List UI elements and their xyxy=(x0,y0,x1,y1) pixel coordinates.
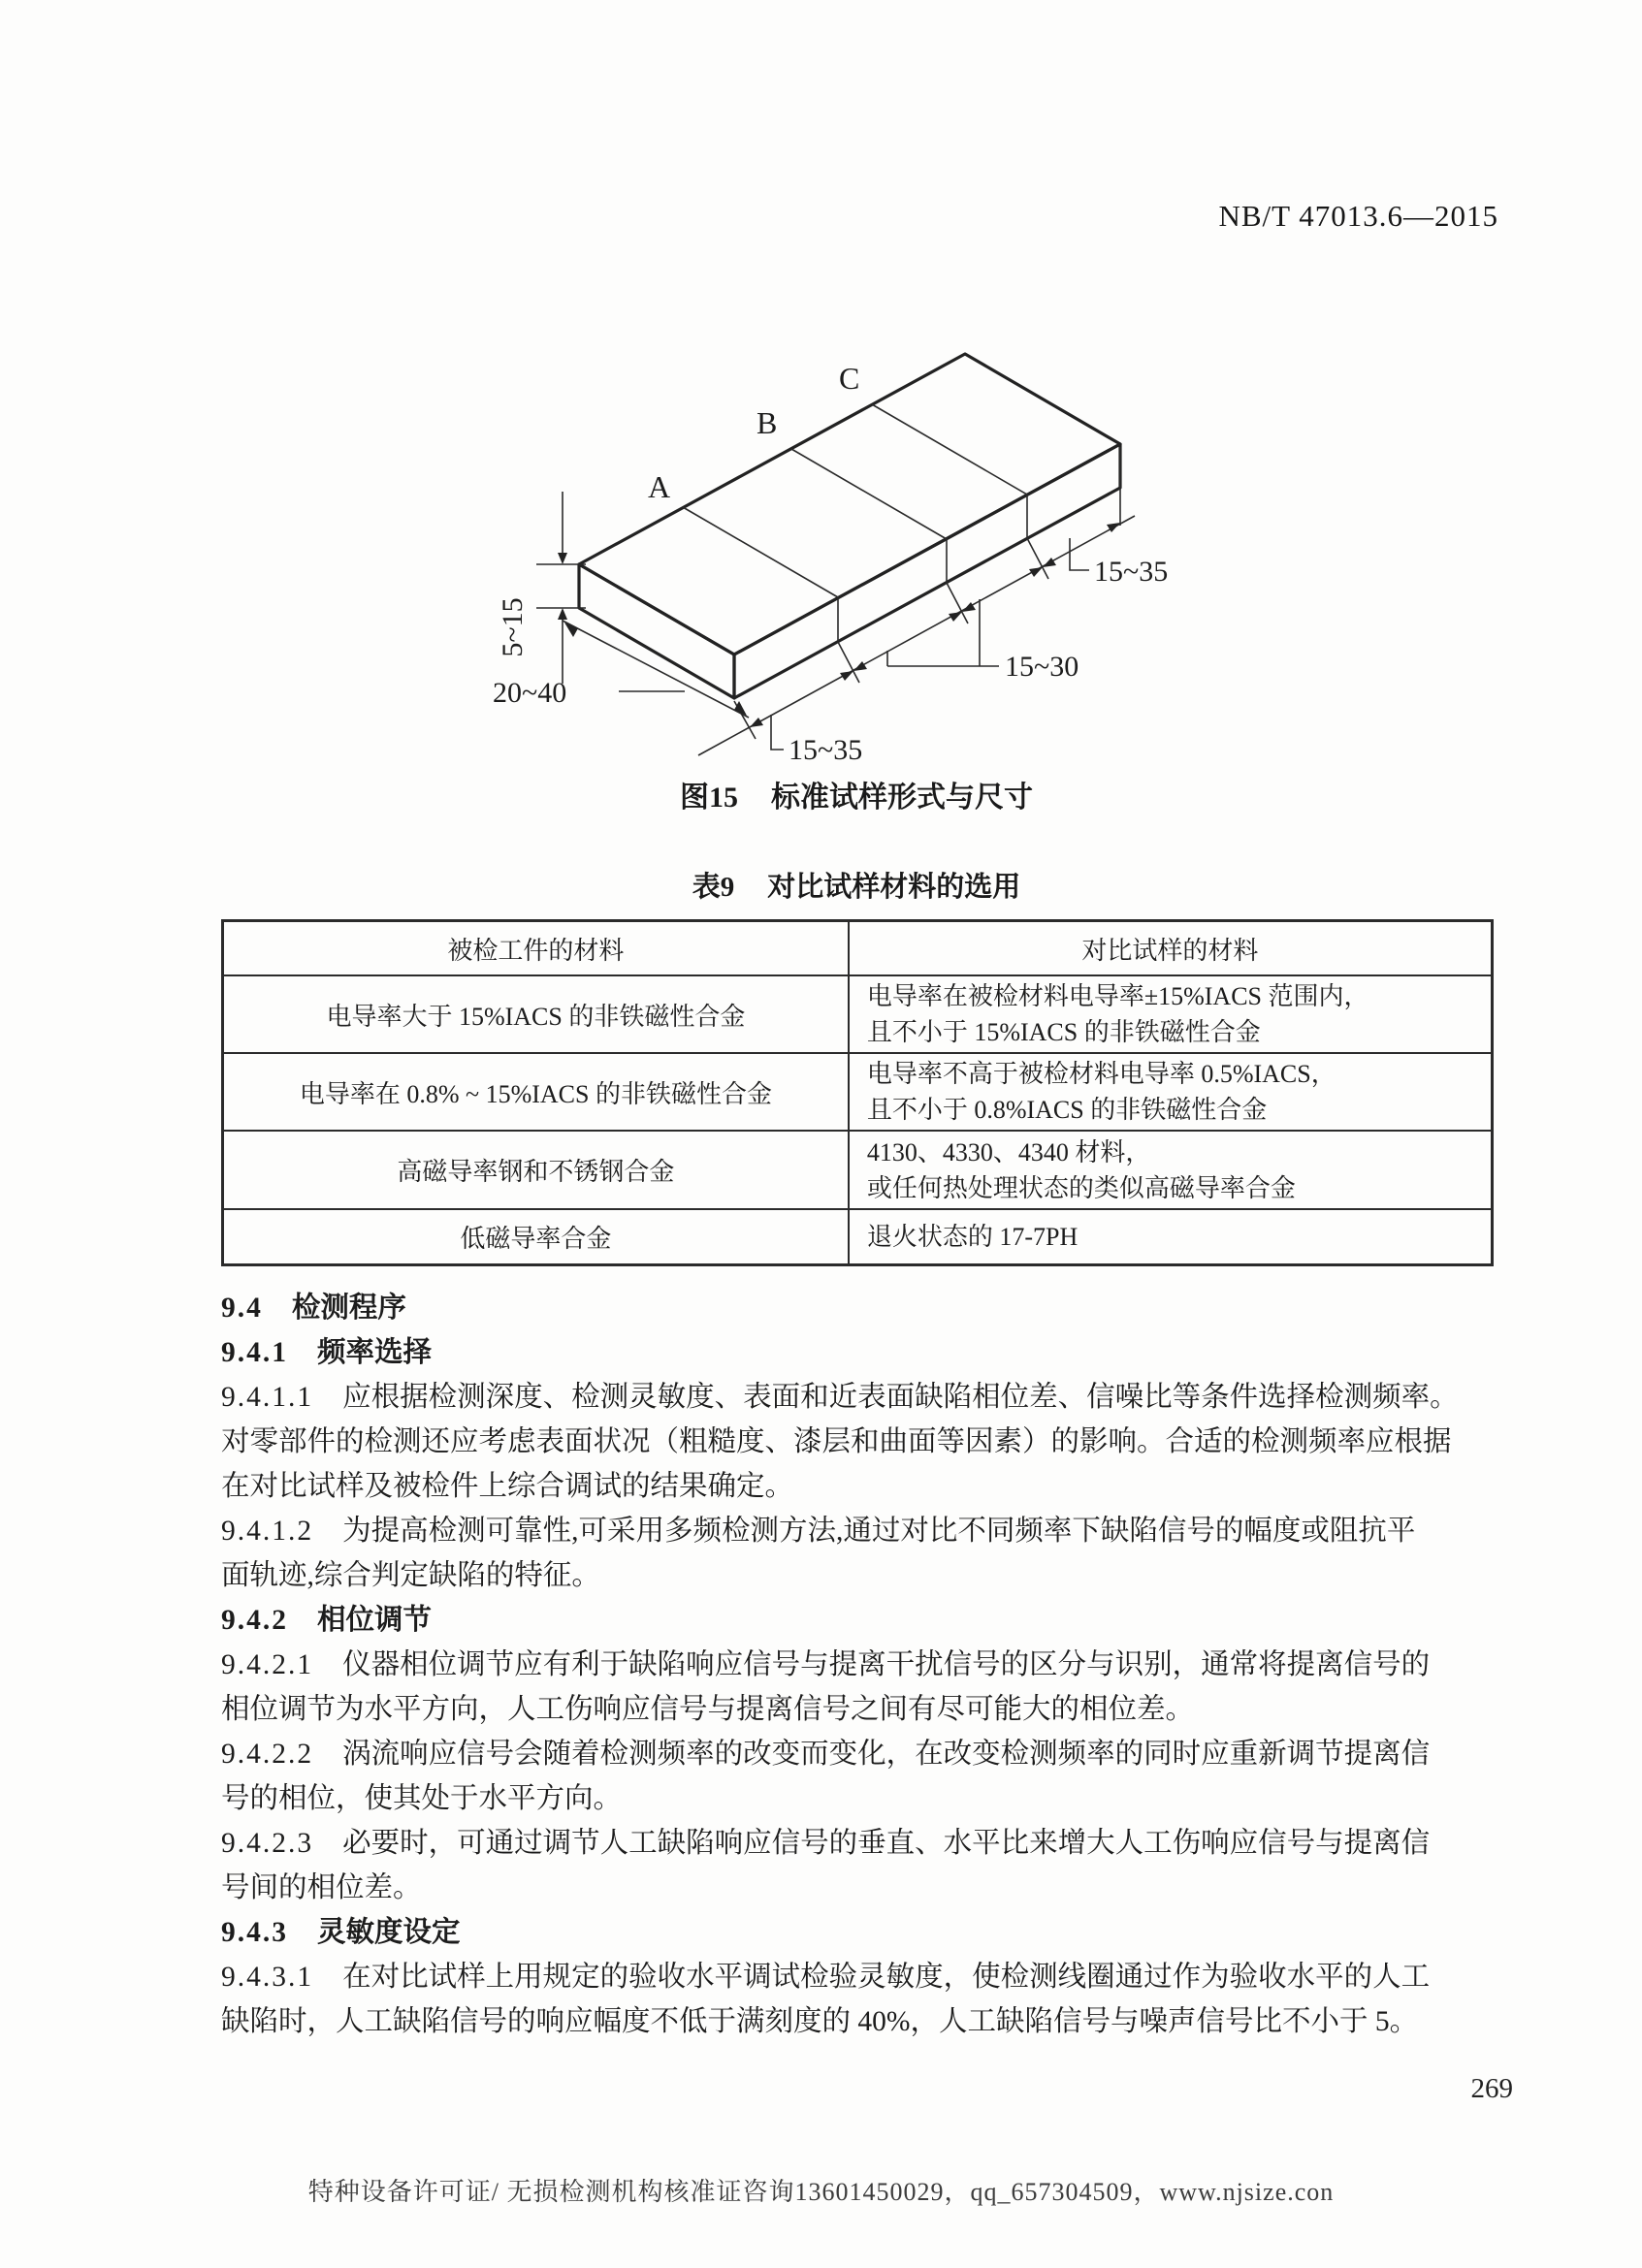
heading-text: 频率选择 xyxy=(317,1337,433,1368)
specimen-top-face xyxy=(579,354,1120,655)
section-heading-9.4.2 xyxy=(221,1598,1511,1643)
clause-text: 在对比试样上用规定的验收水平调试检验灵敏度，使检测线圈通过作为验收水平的人工 xyxy=(342,1962,1431,1993)
clause-line-9.4.2.3: 号间的相位差。 xyxy=(221,1872,422,1903)
clause-line-9.4.3.1: 缺陷时，人工缺陷信号的响应幅度不低于满刻度的 40%，人工缺陷信号与噪声信号比不小于 5。 xyxy=(221,2006,1419,2037)
clause-number: 9.4.2.1 xyxy=(221,1649,314,1680)
cell-reference-material: 电导率在被检材料电导率±15%IACS 范围内， 且不小于 15%IACS 的非铁磁性合金 xyxy=(849,975,1493,1053)
clause-number: 9.4 xyxy=(221,1293,263,1324)
notch-label-b: B xyxy=(757,405,778,440)
notch-label-c: C xyxy=(839,361,860,396)
clause-number: 9.4.2.2 xyxy=(221,1739,314,1770)
cell-reference-material: 电导率不高于被检材料电导率 0.5%IACS， 且不小于 0.8%IACS 的非铁磁性合金 xyxy=(849,1053,1493,1131)
clause-number: 9.4.1.1 xyxy=(221,1382,314,1413)
clause-number: 9.4.3.1 xyxy=(221,1962,314,1993)
footer-watermark: 特种设备许可证/ 无损检测机构核准证咨询13601450029，qq_657304509，www.njsize.con xyxy=(307,2178,1335,2206)
body-text xyxy=(221,1286,1511,2044)
clause-line-9.4.2.2: 号的相位，使其处于水平方向。 xyxy=(221,1783,623,1814)
clause-line-9.4.1.1: 对零部件的检测还应考虑表面状况（粗糙度、漆层和曲面等因素）的影响。合适的检测频率应根据 xyxy=(221,1426,1452,1457)
clause-number: 9.4.1 xyxy=(221,1337,288,1368)
table-title xyxy=(221,865,1492,905)
materials-table-body xyxy=(223,975,1493,1265)
heading-text: 灵敏度设定 xyxy=(317,1917,461,1948)
cell-inspected-material: 低磁导率合金 xyxy=(223,1209,849,1265)
clause-number: 9.4.2.3 xyxy=(221,1828,314,1859)
cell-reference-material: 退火状态的 17-7PH xyxy=(849,1209,1493,1265)
clause-text: 必要时，可通过调节人工缺陷响应信号的垂直、水平比来增大人工伤响应信号与提离信 xyxy=(342,1828,1431,1859)
table-title-text: 对比试样材料的选用 xyxy=(767,872,1021,903)
cell-inspected-material: 电导率在 0.8% ~ 15%IACS 的非铁磁性合金 xyxy=(223,1053,849,1131)
cell-inspected-material: 高磁导率钢和不锈钢合金 xyxy=(223,1131,849,1209)
heading-text: 检测程序 xyxy=(291,1293,406,1324)
standard-number-header: NB/T 47013.6—2015 xyxy=(1218,199,1498,233)
clause-line-9.4.1.2: 面轨迹,综合判定缺陷的特征。 xyxy=(221,1560,600,1591)
table-row xyxy=(223,975,1493,1053)
section-heading-9.4 xyxy=(221,1286,1511,1330)
figure-15-drawing xyxy=(359,325,1174,790)
notch-a-line xyxy=(683,507,838,641)
dim-thickness-label: 5~15 xyxy=(497,597,529,657)
clause-text: 仪器相位调节应有利于缺陷响应信号与提离干扰信号的区分与识别，通常将提离信号的 xyxy=(342,1649,1431,1680)
figure-caption xyxy=(221,773,1492,815)
dim-width-label: 20~40 xyxy=(493,677,567,709)
specimen-isometric-drawing xyxy=(359,325,1174,790)
clause-line-9.4.1.1 xyxy=(221,1375,1511,1420)
notch-c-line xyxy=(872,404,1027,538)
cell-reference-material: 4130、4330、4340 材料， 或任何热处理状态的类似高磁导率合金 xyxy=(849,1131,1493,1209)
section-heading-9.4.1 xyxy=(221,1330,1511,1375)
materials-table xyxy=(221,919,1494,1266)
dim-bottom-label: 15~35 xyxy=(789,734,863,766)
table-row xyxy=(223,1131,1493,1209)
clause-text: 涡流响应信号会随着检测频率的改变而变化，在改变检测频率的同时应重新调节提离信 xyxy=(342,1739,1431,1770)
clause-number: 9.4.1.2 xyxy=(221,1516,314,1547)
clause-number: 9.4.2 xyxy=(221,1605,288,1636)
notch-label-a: A xyxy=(648,469,671,504)
figure-caption-label: 图15 xyxy=(680,782,738,814)
clause-number: 9.4.3 xyxy=(221,1917,288,1948)
table-row xyxy=(223,1209,1493,1265)
clause-line-9.4.3.1 xyxy=(221,1955,1511,1999)
clause-line-9.4.2.1 xyxy=(221,1643,1511,1687)
table-header-row xyxy=(223,921,1493,976)
notch-b-line xyxy=(791,449,947,583)
cell-inspected-material: 电导率大于 15%IACS 的非铁磁性合金 xyxy=(223,975,849,1053)
clause-text: 为提高检测可靠性,可采用多频检测方法,通过对比不同频率下缺陷信号的幅度或阻抗平 xyxy=(342,1516,1416,1547)
table-title-label: 表9 xyxy=(692,872,735,903)
section-heading-9.4.3 xyxy=(221,1910,1511,1955)
table-row xyxy=(223,1053,1493,1131)
clause-text: 应根据检测深度、检测灵敏度、表面和近表面缺陷相位差、信噪比等条件选择检测频率。 xyxy=(342,1382,1459,1413)
clause-line-9.4.1.1: 在对比试样及被检件上综合调试的结果确定。 xyxy=(221,1471,794,1502)
clause-line-9.4.1.2 xyxy=(221,1509,1511,1553)
clause-line-9.4.2.3 xyxy=(221,1821,1511,1866)
dim-middle-label: 15~30 xyxy=(1005,651,1079,683)
col-header-reference-material: 对比试样的材料 xyxy=(849,921,1493,976)
figure-caption-text: 标准试样形式与尺寸 xyxy=(771,782,1033,814)
dim-right-label: 15~35 xyxy=(1094,556,1169,588)
col-header-inspected-material: 被检工件的材料 xyxy=(223,921,849,976)
heading-text: 相位调节 xyxy=(317,1605,433,1636)
page-number: 269 xyxy=(1470,2073,1513,2104)
clause-line-9.4.2.1: 相位调节为水平方向，人工伤响应信号与提离信号之间有尽可能大的相位差。 xyxy=(221,1694,1195,1725)
specimen-left-face xyxy=(579,564,734,698)
clause-line-9.4.2.2 xyxy=(221,1732,1511,1776)
